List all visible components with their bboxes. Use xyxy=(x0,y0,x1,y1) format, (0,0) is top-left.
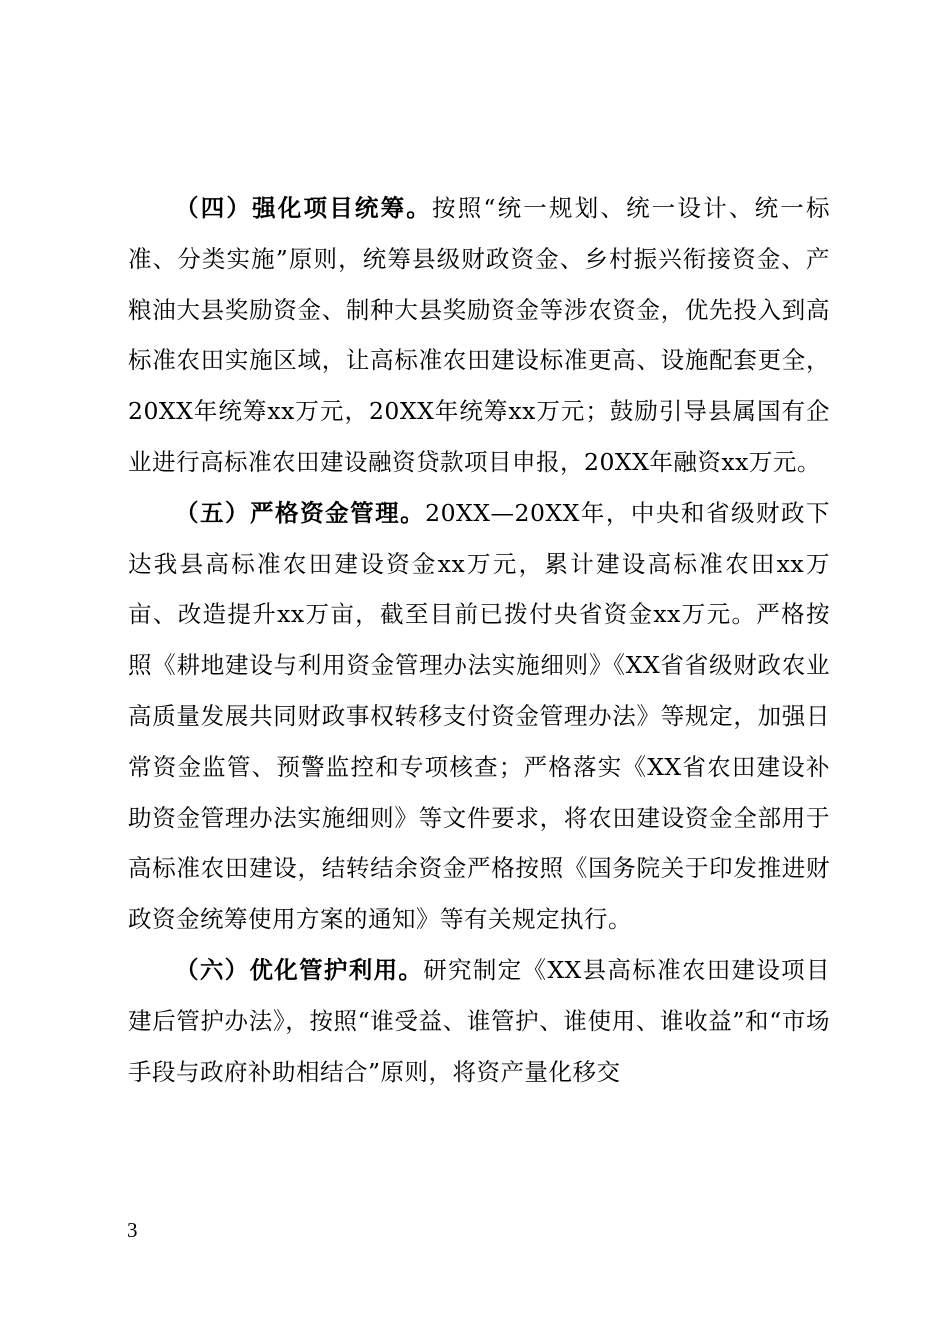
paragraph-text: 研究制定《XX县高标准农田建设项目建后管护办法》，按照“谁受益、谁管护、谁使用、谁收益”和“市场手段与政府补助相结合”原则，将资产量化移交 xyxy=(128,955,830,1086)
page-number: 3 xyxy=(127,1218,138,1242)
paragraph-maintenance-use xyxy=(128,945,830,1097)
paragraph-text: 20XX—20XX年，中央和省级财政下达我县高标准农田建设资金xx万元，累计建设高标准农田xx万亩、改造提升xx万亩，截至目前已拨付央省资金xx万元。严格按照《耕地建设与利用资金管理办法实施细则》《XX省省级财政农业高质量发展共同财政事权转移支付资金管理办法》等规定，加强日常资金监管、预警监控和专项核查；严格落实《XX省农田建设补助资金管理办法实施细则》等文件要求，将农田建设资金全部用于高标准农田建设，结转结余资金严格按照《国务院关于印发推进财政资金统筹使用方案的通知》等有关规定执行。 xyxy=(128,498,830,934)
paragraph-heading: （六）优化管护利用。 xyxy=(175,955,424,984)
paragraph-heading: （五）严格资金管理。 xyxy=(175,498,426,527)
document-body xyxy=(128,183,830,1097)
paragraph-heading: （四）强化项目统筹。 xyxy=(175,194,432,222)
paragraph-text: 按照“统一规划、统一设计、统一标准、分类实施”原则，统筹县级财政资金、乡村振兴衔接资金、产粮油大县奖励资金、制种大县奖励资金等涉农资金，优先投入到高标准农田实施区域，让高标准农田建设标准更高、设施配套更全，20XX年统筹xx万元，20XX年统筹xx万元；鼓励引导县属国有企业进行高标准农田建设融资贷款项目申报，20XX年融资xx万元。 xyxy=(128,194,831,476)
paragraph-fund-management xyxy=(128,488,830,945)
paragraph-strengthen-coordination xyxy=(128,183,830,488)
